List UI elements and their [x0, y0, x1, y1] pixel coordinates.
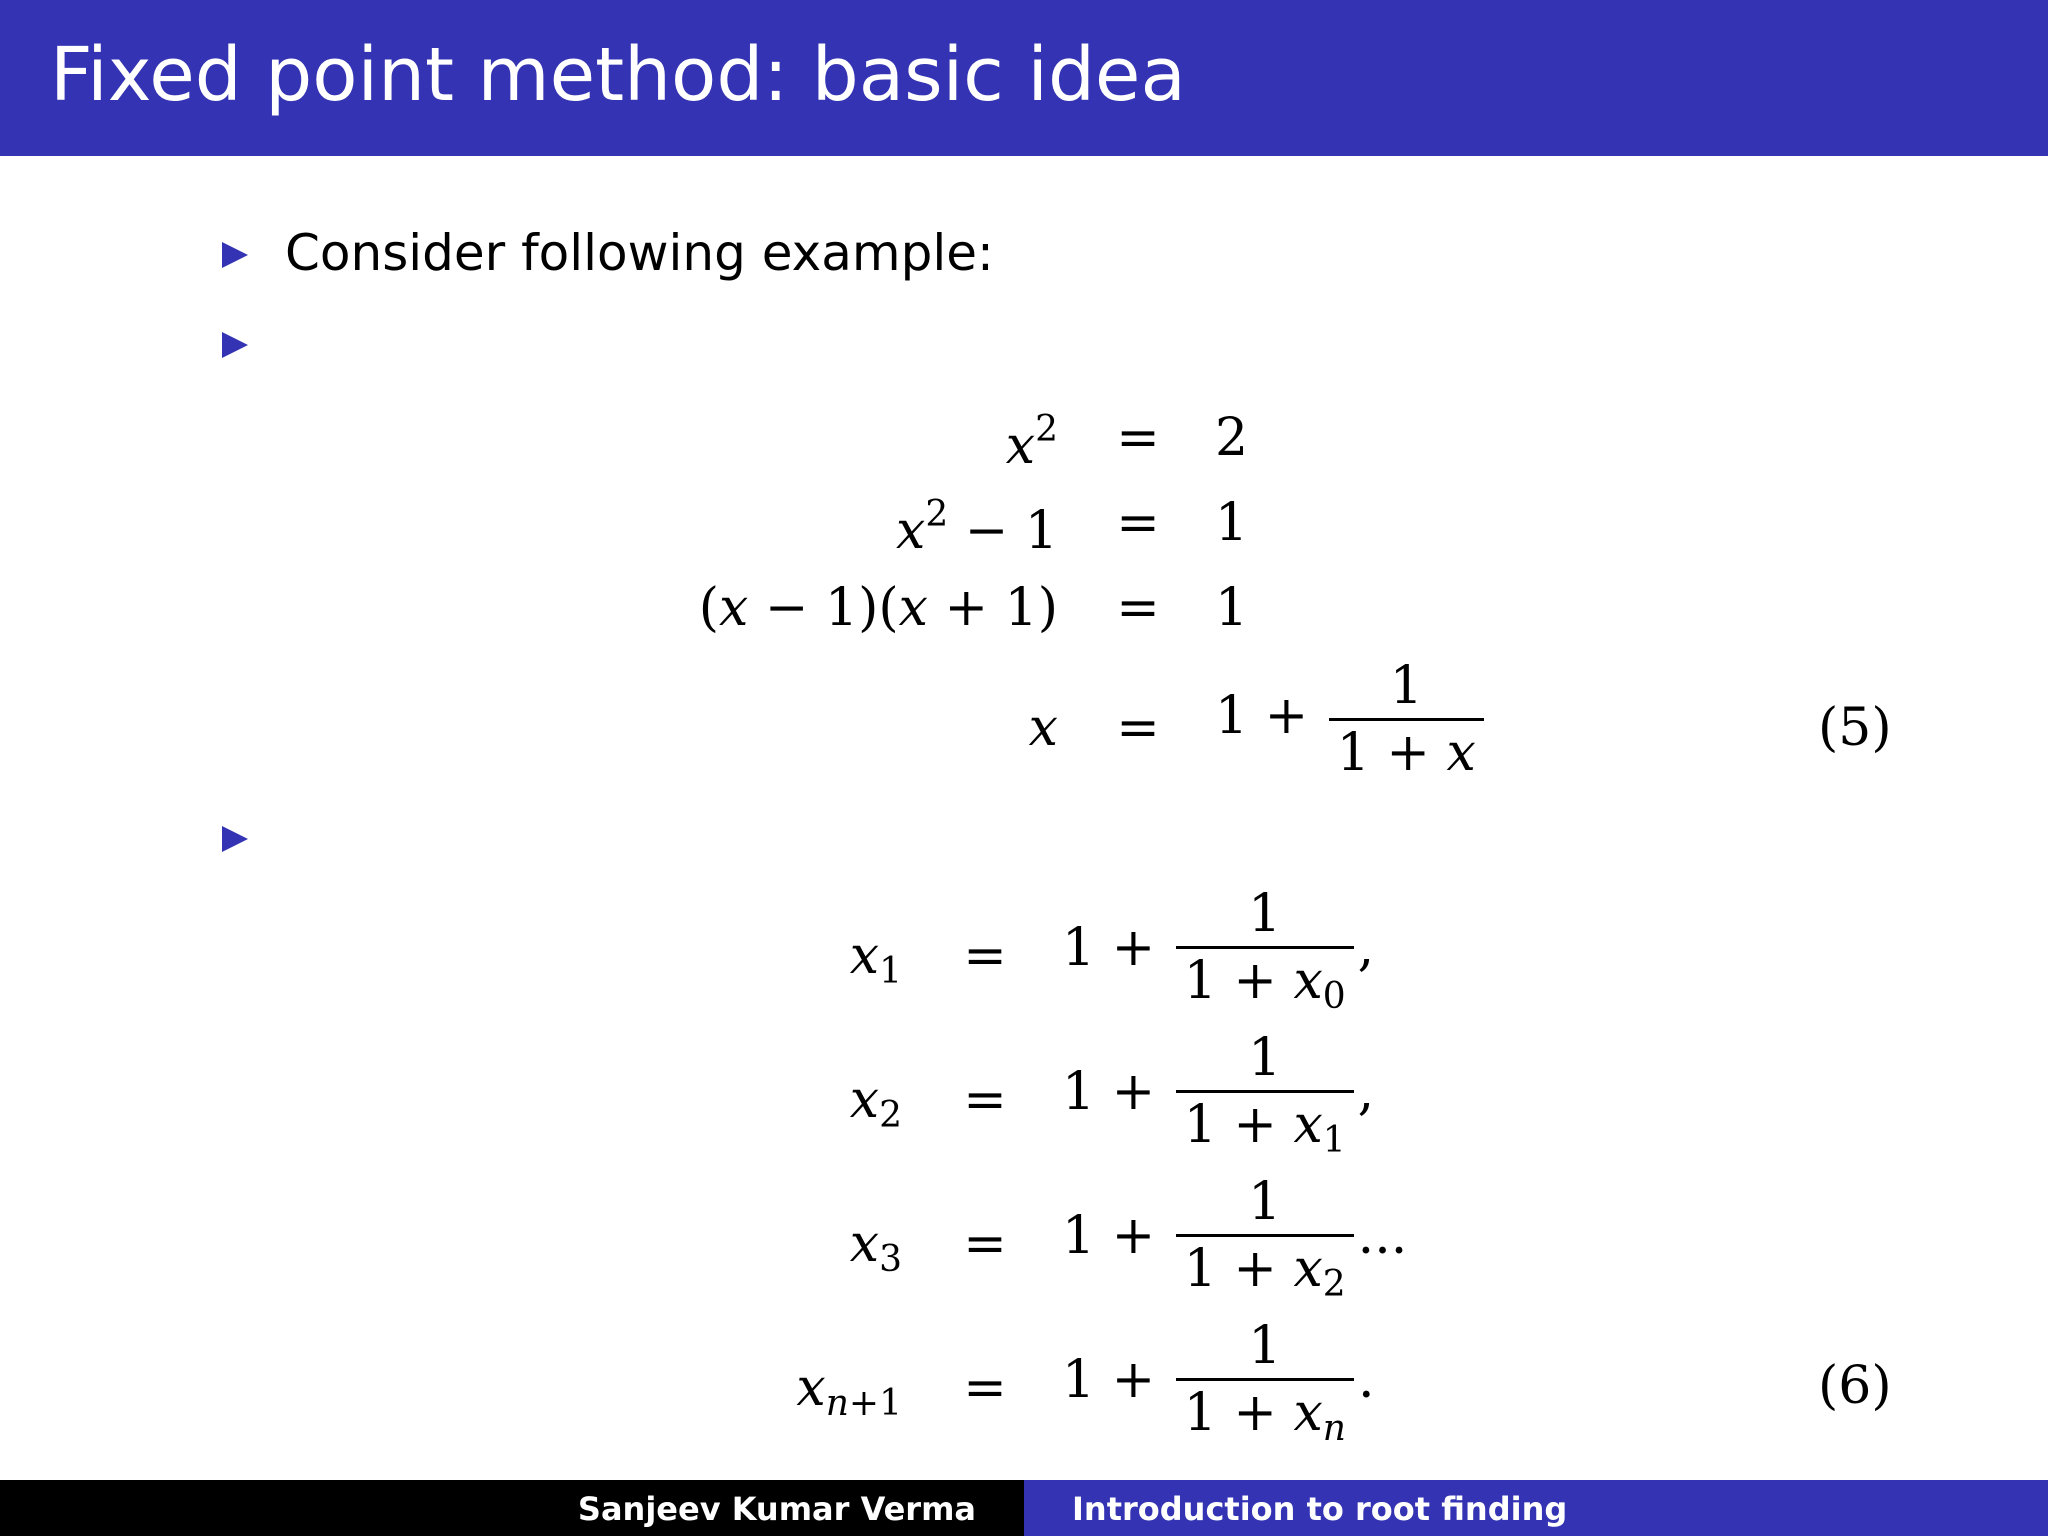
fraction-numerator: 1	[1389, 656, 1423, 716]
equals-sign: =	[1116, 578, 1160, 638]
equation-lhs: $x^2$	[1005, 409, 1058, 476]
footer-title-bar	[1024, 1480, 2048, 1536]
rhs-prefix: 1 +	[1062, 1206, 1156, 1266]
equation-row	[0, 578, 2048, 662]
equation-lhs: $x_3$	[849, 1214, 902, 1280]
bullet-text-1: Consider following example:	[285, 224, 994, 282]
equation-lhs: $x_{n+1}$	[796, 1358, 902, 1424]
equation-lhs: x	[1028, 698, 1058, 758]
fraction-denominator: $1 + x_0$	[1176, 946, 1354, 1015]
fraction-numerator: 1	[1248, 1172, 1282, 1232]
equals-sign: =	[1116, 408, 1160, 468]
equals-sign: =	[963, 926, 1007, 986]
equation-row	[0, 884, 2048, 1017]
bullet-marker-3	[222, 826, 248, 852]
equation-rhs	[1062, 1028, 1375, 1161]
equation-rhs: 1	[1215, 578, 1249, 638]
fraction-numerator: 1	[1248, 1316, 1282, 1376]
fraction	[1176, 1316, 1354, 1449]
equation-row	[0, 493, 2048, 577]
equation-rhs: 1	[1215, 493, 1249, 553]
fraction-numerator: 1	[1248, 884, 1282, 944]
equation-row	[0, 408, 2048, 492]
bullet-marker-2	[222, 332, 248, 358]
equals-sign: =	[963, 1358, 1007, 1418]
bullet-marker-1	[222, 242, 248, 268]
fraction-denominator: $1 + x_n$	[1176, 1378, 1354, 1447]
slide-title: Fixed point method: basic idea	[50, 32, 1186, 118]
equals-sign: =	[1116, 493, 1160, 553]
fraction	[1176, 884, 1354, 1017]
fraction	[1329, 656, 1484, 783]
equation-row	[0, 656, 2048, 783]
equals-sign: =	[963, 1070, 1007, 1130]
slide-header	[0, 0, 2048, 156]
row-suffix: ,	[1357, 1062, 1375, 1122]
equation-rhs	[1062, 1316, 1375, 1449]
rhs-prefix: 1 +	[1062, 918, 1156, 978]
fraction	[1176, 1172, 1354, 1305]
equation-number-6: (6)	[1818, 1356, 1892, 1416]
rhs-prefix: 1 +	[1062, 1062, 1156, 1122]
fraction-denominator: $1 + x_1$	[1176, 1090, 1354, 1159]
footer-author: Sanjeev Kumar Verma	[577, 1490, 976, 1528]
equation-rhs: 2	[1215, 408, 1249, 468]
fraction	[1176, 1028, 1354, 1161]
rhs-prefix: 1 +	[1062, 1350, 1156, 1410]
equation-lhs: $x_2$	[849, 1070, 902, 1136]
equation-rhs	[1062, 1172, 1408, 1305]
fraction-denominator: 1 + x	[1329, 718, 1484, 779]
equation-number-5: (5)	[1818, 698, 1892, 758]
equation-rhs	[1215, 656, 1488, 783]
equation-lhs: $x^2 - 1$	[896, 494, 1058, 561]
row-suffix: ...	[1357, 1206, 1408, 1266]
equals-sign: =	[963, 1214, 1007, 1274]
equation-lhs: (x − 1)(x + 1)	[698, 578, 1058, 638]
row-suffix: .	[1357, 1350, 1375, 1410]
equation-lhs: $x_1$	[849, 926, 902, 992]
equation-row	[0, 1172, 2048, 1305]
rhs-prefix: 1 +	[1215, 686, 1309, 746]
footer-talk-title: Introduction to root finding	[1072, 1490, 1568, 1528]
equals-sign: =	[1116, 698, 1160, 758]
fraction-denominator: $1 + x_2$	[1176, 1234, 1354, 1303]
equation-row	[0, 1316, 2048, 1449]
fraction-numerator: 1	[1248, 1028, 1282, 1088]
footer-author-bar	[0, 1480, 1024, 1536]
equation-row	[0, 1028, 2048, 1161]
row-suffix: ,	[1357, 918, 1375, 978]
equation-rhs	[1062, 884, 1375, 1017]
